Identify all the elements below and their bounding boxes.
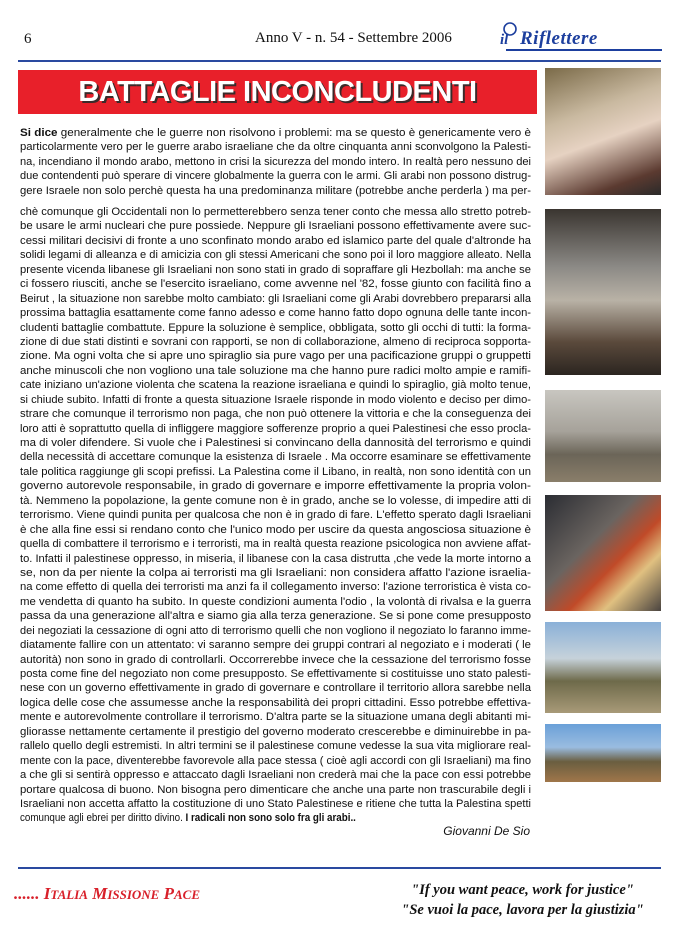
article-line: ci fossero riusciti, anche se l'esercito israeliano, come avvenne nel '82, fosse giunto con facilità fino a xyxy=(20,278,531,291)
article-line: si chiude subito. Infatti di fronte a questa situazione Israele risponde in modo violento e deciso per dimo- xyxy=(20,393,531,406)
article-line: posta come fine del negoziato non come presupposto. Se effettivamente si costituisse uno stato palesti- xyxy=(20,668,531,680)
article-line: a che gli si sentirà oppresso e attaccato dagli Israeliani non crederà mai che la pace con essi potrebbe xyxy=(20,769,531,782)
article-title-banner xyxy=(18,70,537,114)
tank-firing-photo xyxy=(545,390,661,482)
article-line: na come effetto di quella dei terroristi ma anzi fa il collegamento inverso: l'azione terroristica è vista co- xyxy=(20,581,531,594)
article-last-line: comunque agli ebrei per diritto divino. I radicali non sono solo fra gli arabi.. xyxy=(20,812,356,825)
article-line: se, non da per niente la colpa ai terroristi ma gli Israeliani: non considera affatto l'azione israelia- xyxy=(20,566,531,579)
article-title: BATTAGLIE INCONCLUDENTI xyxy=(78,75,477,108)
article-line: diatamente fallire con un attentato: vi saranno sempre dei gruppi contrari al negoziato e i moderati ( le xyxy=(20,639,531,652)
article-line: ma di voler difendere. Si vuole che i Palestinesi si convincano della dannosità del terrorismo e quindi xyxy=(20,437,531,449)
magazine-logo: il Riflettere xyxy=(500,24,662,50)
article-line: dei negoziati la cessazione di ogni atto di terrorismo quelli che non vogliono il negoziato lo faranno imme- xyxy=(20,624,531,637)
quote-english: "If you want peace, work for justice" xyxy=(411,882,634,898)
article-line: zione di due stati distinti e sovrani con rapporti, se non di collaborazione, almeno di reciproca sopporta- xyxy=(20,335,531,348)
article-line: anche minuscoli che non vogliono una tale soluzione ma che hanno pure radici molto ampie e ramifi- xyxy=(20,364,531,377)
article-line: na, incendiano il mondo arabo, mettono in crisi la sicurezza del mondo intero. In realtà pero nessuno dei xyxy=(20,155,531,168)
article-line: presente vicenda libanese gli Israeliani non sono stati in grado di sopraffare gli Hezbollah: ma anche se xyxy=(20,263,531,276)
quote-italian: "Se vuoi la pace, lavora per la giustizia" xyxy=(401,902,644,918)
article-line: logica delle cose che assumesse anche la responsabilità dei propri cittadini. Esso potrebbe effettiva- xyxy=(20,696,531,709)
author-portrait-photo xyxy=(545,68,661,195)
article-line: nese con un governo effettivamente in grado di governare e controllare il territorio allora sarebbe nella xyxy=(20,682,531,695)
article-line: della necessità di accettare comunque la esistenza di Israele . Ma occorre esaminare se effettivamente xyxy=(20,451,531,464)
article-line: solidi legami di alleanza e di amicizia con gli stessi Americani che sono poi il loro maggiore alleato. Nella xyxy=(20,249,531,262)
rubble-photo xyxy=(545,209,661,375)
article-line: gere Israele non solo perchè questa ha una predominanza militare (potrebbe anche perderla ) ma per- xyxy=(20,184,531,197)
article-line: autorità) non sono in grado di controllarli. Occorrerebbe invece che la cessazione del terrorismo fosse xyxy=(20,653,531,666)
article-line: loro atti è soprattutto quella di infliggere maggiore sofferenze proprio a quei Palestinesi che esso procla- xyxy=(20,422,531,435)
footer-slogan: ...... ITALIA MISSIONE PACE xyxy=(14,884,201,903)
article-line: cate iniziano un'azione violenta che scatena la reazione israeliana e quindi lo spiraglio, già molto tenue, xyxy=(20,379,531,392)
article-line: me vendetta di quanto ha subito. In queste condizioni aumenta l'odio , la volontà di rivalsa e la guerra xyxy=(20,595,531,608)
article-line: governo autorevole responsabile, in grado di governare e imporre effettivamente la propria volon- xyxy=(20,480,531,493)
article-line: mente con la pace, diventerebbe favorevole alla pace stessa ( cioè agli accordi con gli Israeliani) ma fino xyxy=(20,754,531,767)
article-paragraph-1: Si dice generalmente che le guerre non risolvono i problemi: ma se questo è genericamente vero è particolarmente vero per le guerre arabo israeliane che da oltre cinquanta anni sconvolgono la Palesti- na, incendiano il mondo arabo, mettono in crisi la sicurezza del mondo intero. In realtà pero nessuno dei due contendenti può sperare di vincere globalmente la guerra con le armi. Gli arabi non possono distrug- gere Israele non solo perchè questa ha una predominanza militare (potrebbe anche perderla ) ma per- xyxy=(20,127,532,197)
author-signature: Giovanni De Sio xyxy=(443,824,530,838)
article-paragraph-2 xyxy=(20,205,531,826)
article-line: passa da una generazione all'altra e siamo gia alla terza generazione. Se si pone come presupposto xyxy=(20,610,531,623)
article-line: mente e autorevolmente controllare il terrorismo. D'altra parte se la situazione umana degli abitanti mi- xyxy=(20,711,531,724)
footer-rule xyxy=(18,867,661,869)
article-line: Beirut , la situazione non sarebbe molto cambiato: gli Israeliani come gli Arabi dovrebbero prepararsi alla xyxy=(20,292,531,305)
article-line: quella di combattere il terrorismo e i terroristi, ma in realtà questa reazione psicologica non avviene affat- xyxy=(20,538,531,551)
closing-bold: I radicali non sono solo fra gli arabi.. xyxy=(185,812,356,825)
article-line: tale politica raggiunge gli scopi prefissi. La Palestina come il Libano, in realtà, non sono identità con un xyxy=(20,465,531,478)
armored-vehicle-photo xyxy=(545,724,661,782)
article-line: portare qualcosa di buono. Non bisogna pero dimenticare che anche una parte non trascurabile degli i xyxy=(20,783,531,796)
article-line: strare che comunque il terrorismo non paga, che non può ottenere la vittoria e che la conseguenza dei xyxy=(20,408,531,421)
article-line: rallelo quello degli estremisti. In altri termini se il palestinese comune vedesse la sua vita migliorare real- xyxy=(20,740,531,753)
soldiers-photo xyxy=(545,622,661,713)
article-line: be usare le armi nucleari che pure possiede. Neppure gli Israeliani possono effettivamente avere suc- xyxy=(20,220,531,233)
page-number: 6 xyxy=(24,31,32,47)
article-line: cludenti battaglie combattute. Eppure la soluzione è semplice, obbligata, sotto gli occhi di tutti: la forma- xyxy=(20,321,531,334)
header-rule xyxy=(18,60,661,62)
article-line: particolarmente vero per le guerre arabo israeliane che da oltre cinquanta anni sconvolgono la Palesti- xyxy=(20,141,531,154)
article-line: Israeliani non accetta affatto la costituzione di uno Stato Palestinese e ritiene che tutta la Palestina spetti xyxy=(20,797,531,810)
article-line: zione. Ma ogni volta che si apre uno spiraglio sia pure vago per una pacificazione gruppi o gruppetti xyxy=(20,350,531,363)
article-line: due contendenti può sperare di vincere globalmente la guerra con le armi. Gli arabi non possono distrug- xyxy=(20,170,531,183)
article-line: prossima battaglia esattamente come fanno adesso e come hanno fatto dopo ognuna delle tante incon- xyxy=(20,307,531,320)
article-line: terrorismo. Viene quindi punita per qualcosa che non è in grado di fare. L'effetto sperato dagli Israeliani xyxy=(20,509,531,522)
article-line: cessi militari decisivi di fronte a uno sconfinato mondo arabo ed islamico parte del quale d'altronde ha xyxy=(20,234,531,247)
article-line: è che alla fine essi si rendano conto che l'unico modo per uscire da questa angosciosa situazione è xyxy=(20,523,531,536)
footer-quotes xyxy=(380,880,665,920)
article-line: chè comunque gli Occidentali non lo permetterebbero senza tener conto che messa allo stretto potreb- xyxy=(20,206,531,218)
article-line: gliorasse nettamente certamente il prestigio del governo moderato crescerebbe e diminuirebbe in pa- xyxy=(20,725,531,738)
issue-info: Anno V - n. 54 - Settembre 2006 xyxy=(255,30,452,46)
street-conflict-photo xyxy=(545,495,661,611)
lead-bold: Si dice xyxy=(20,127,58,139)
article-line: tà. Nemmeno la popolazione, la gente comune non è in grado, anche se lo volesse, di impedire atti di xyxy=(20,494,531,507)
article-line: to. Infatti il palestinese oppresso, in miseria, il libanese con la casa distrutta ,che vede la morte intorno a xyxy=(20,552,531,565)
